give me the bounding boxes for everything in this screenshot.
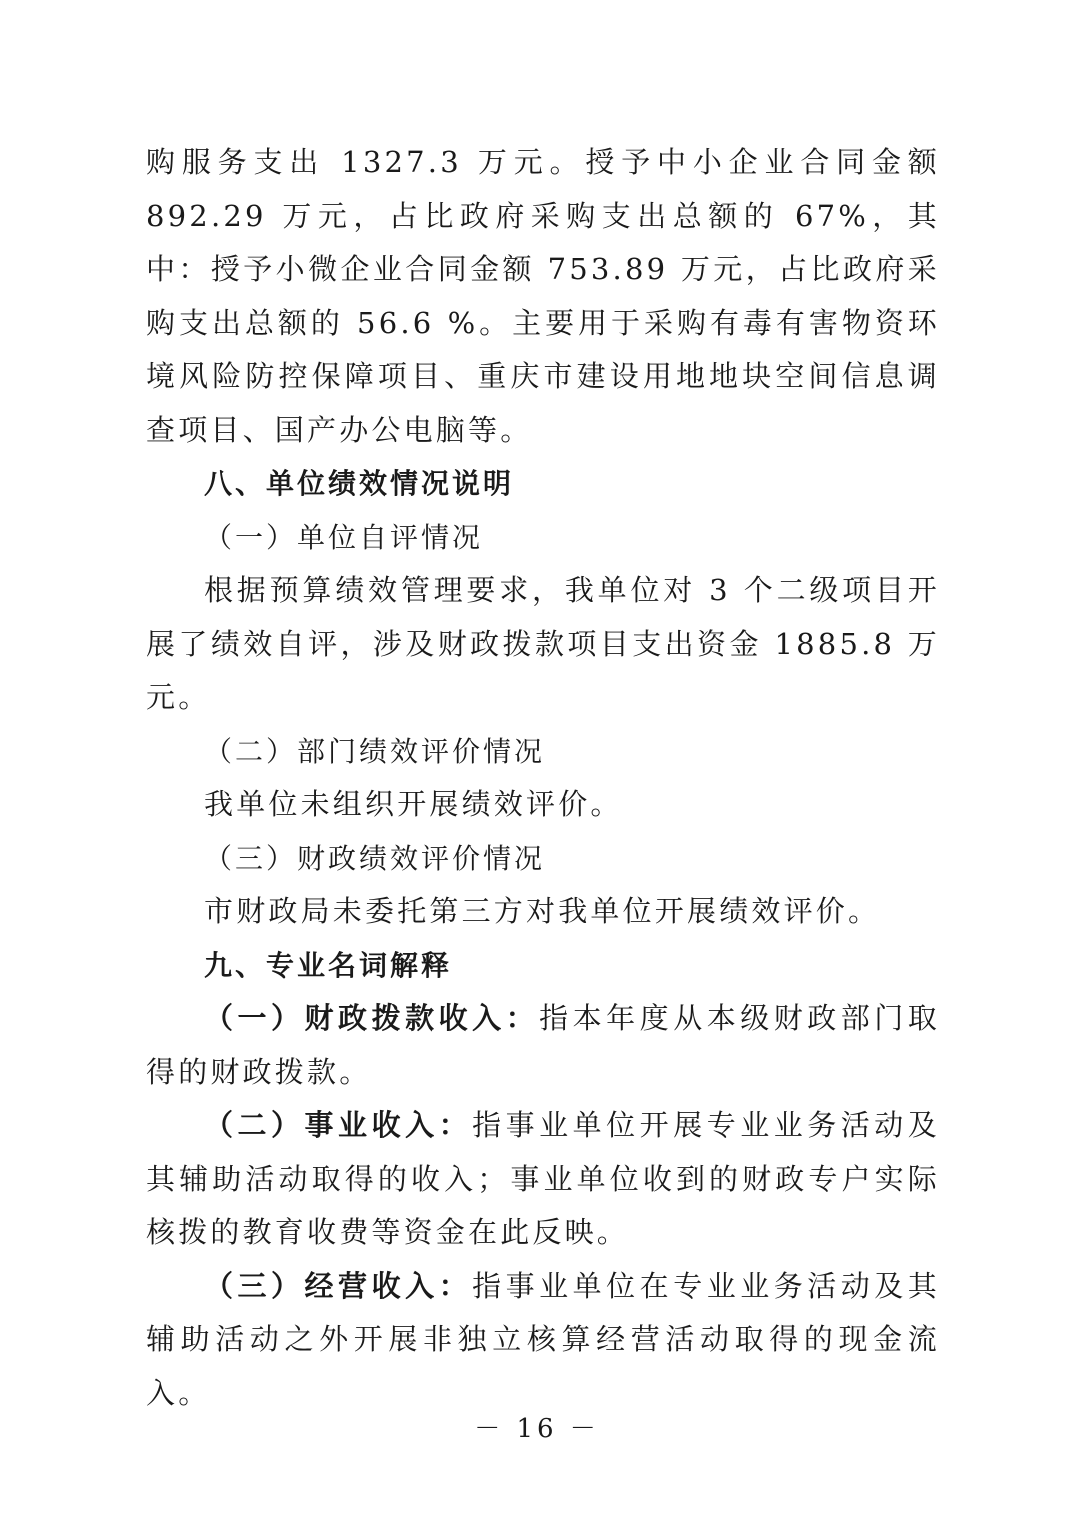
term-business-income bbox=[146, 1099, 940, 1260]
term-fiscal-appropriation bbox=[146, 992, 940, 1099]
term-definition: 指本年度从本级财政部门取得的财政拨款。 bbox=[146, 1001, 940, 1089]
section-8-3-paragraph: 市财政局未委托第三方对我单位开展绩效评价。 bbox=[204, 894, 881, 928]
section-8-2-paragraph: 我单位未组织开展绩效评价。 bbox=[204, 787, 623, 821]
term-definition: 指事业单位开展专业业务活动及其辅助活动取得的收入；事业单位收到的财政专户实际核拨的教育收费等资金在此反映。 bbox=[146, 1108, 940, 1249]
section-8-1-heading: （一）单位自评情况 bbox=[204, 520, 484, 554]
section-8-heading: 八、单位绩效情况说明 bbox=[204, 467, 515, 500]
term-operating-income bbox=[146, 1260, 940, 1421]
section-8-1-paragraph: 根据预算绩效管理要求，我单位对 3 个二级项目开展了绩效自评，涉及财政拨款项目支出资金 1885.8 万元。 bbox=[146, 573, 940, 714]
term-label: （一）财政拨款收入： bbox=[204, 1001, 540, 1035]
term-label: （二）事业收入： bbox=[204, 1108, 473, 1142]
page-number: － 16 － bbox=[474, 1414, 600, 1444]
term-definition: 指事业单位在专业业务活动及其辅助活动之外开展非独立核算经营活动取得的现金流入。 bbox=[146, 1268, 940, 1410]
term-label: （三）经营收入： bbox=[204, 1268, 473, 1303]
document-body bbox=[146, 136, 940, 1420]
section-8-3-heading: （三）财政绩效评价情况 bbox=[204, 841, 546, 875]
section-9-heading: 九、专业名词解释 bbox=[204, 948, 453, 982]
procurement-paragraph: 购服务支出 1327.3 万元。授予中小企业合同金额 892.29 万元，占比政府采购支出总额的 67%，其中：授予小微企业合同金额 753.89 万元，占比政府采购支出总额的 56.6 %。主要用于采购有毒有害物资环境风险防控保障项目、重庆市建设用地地块空间信息调查项目、国产办公电脑等。 bbox=[146, 145, 940, 447]
section-8-2-heading: （二）部门绩效评价情况 bbox=[204, 734, 546, 768]
